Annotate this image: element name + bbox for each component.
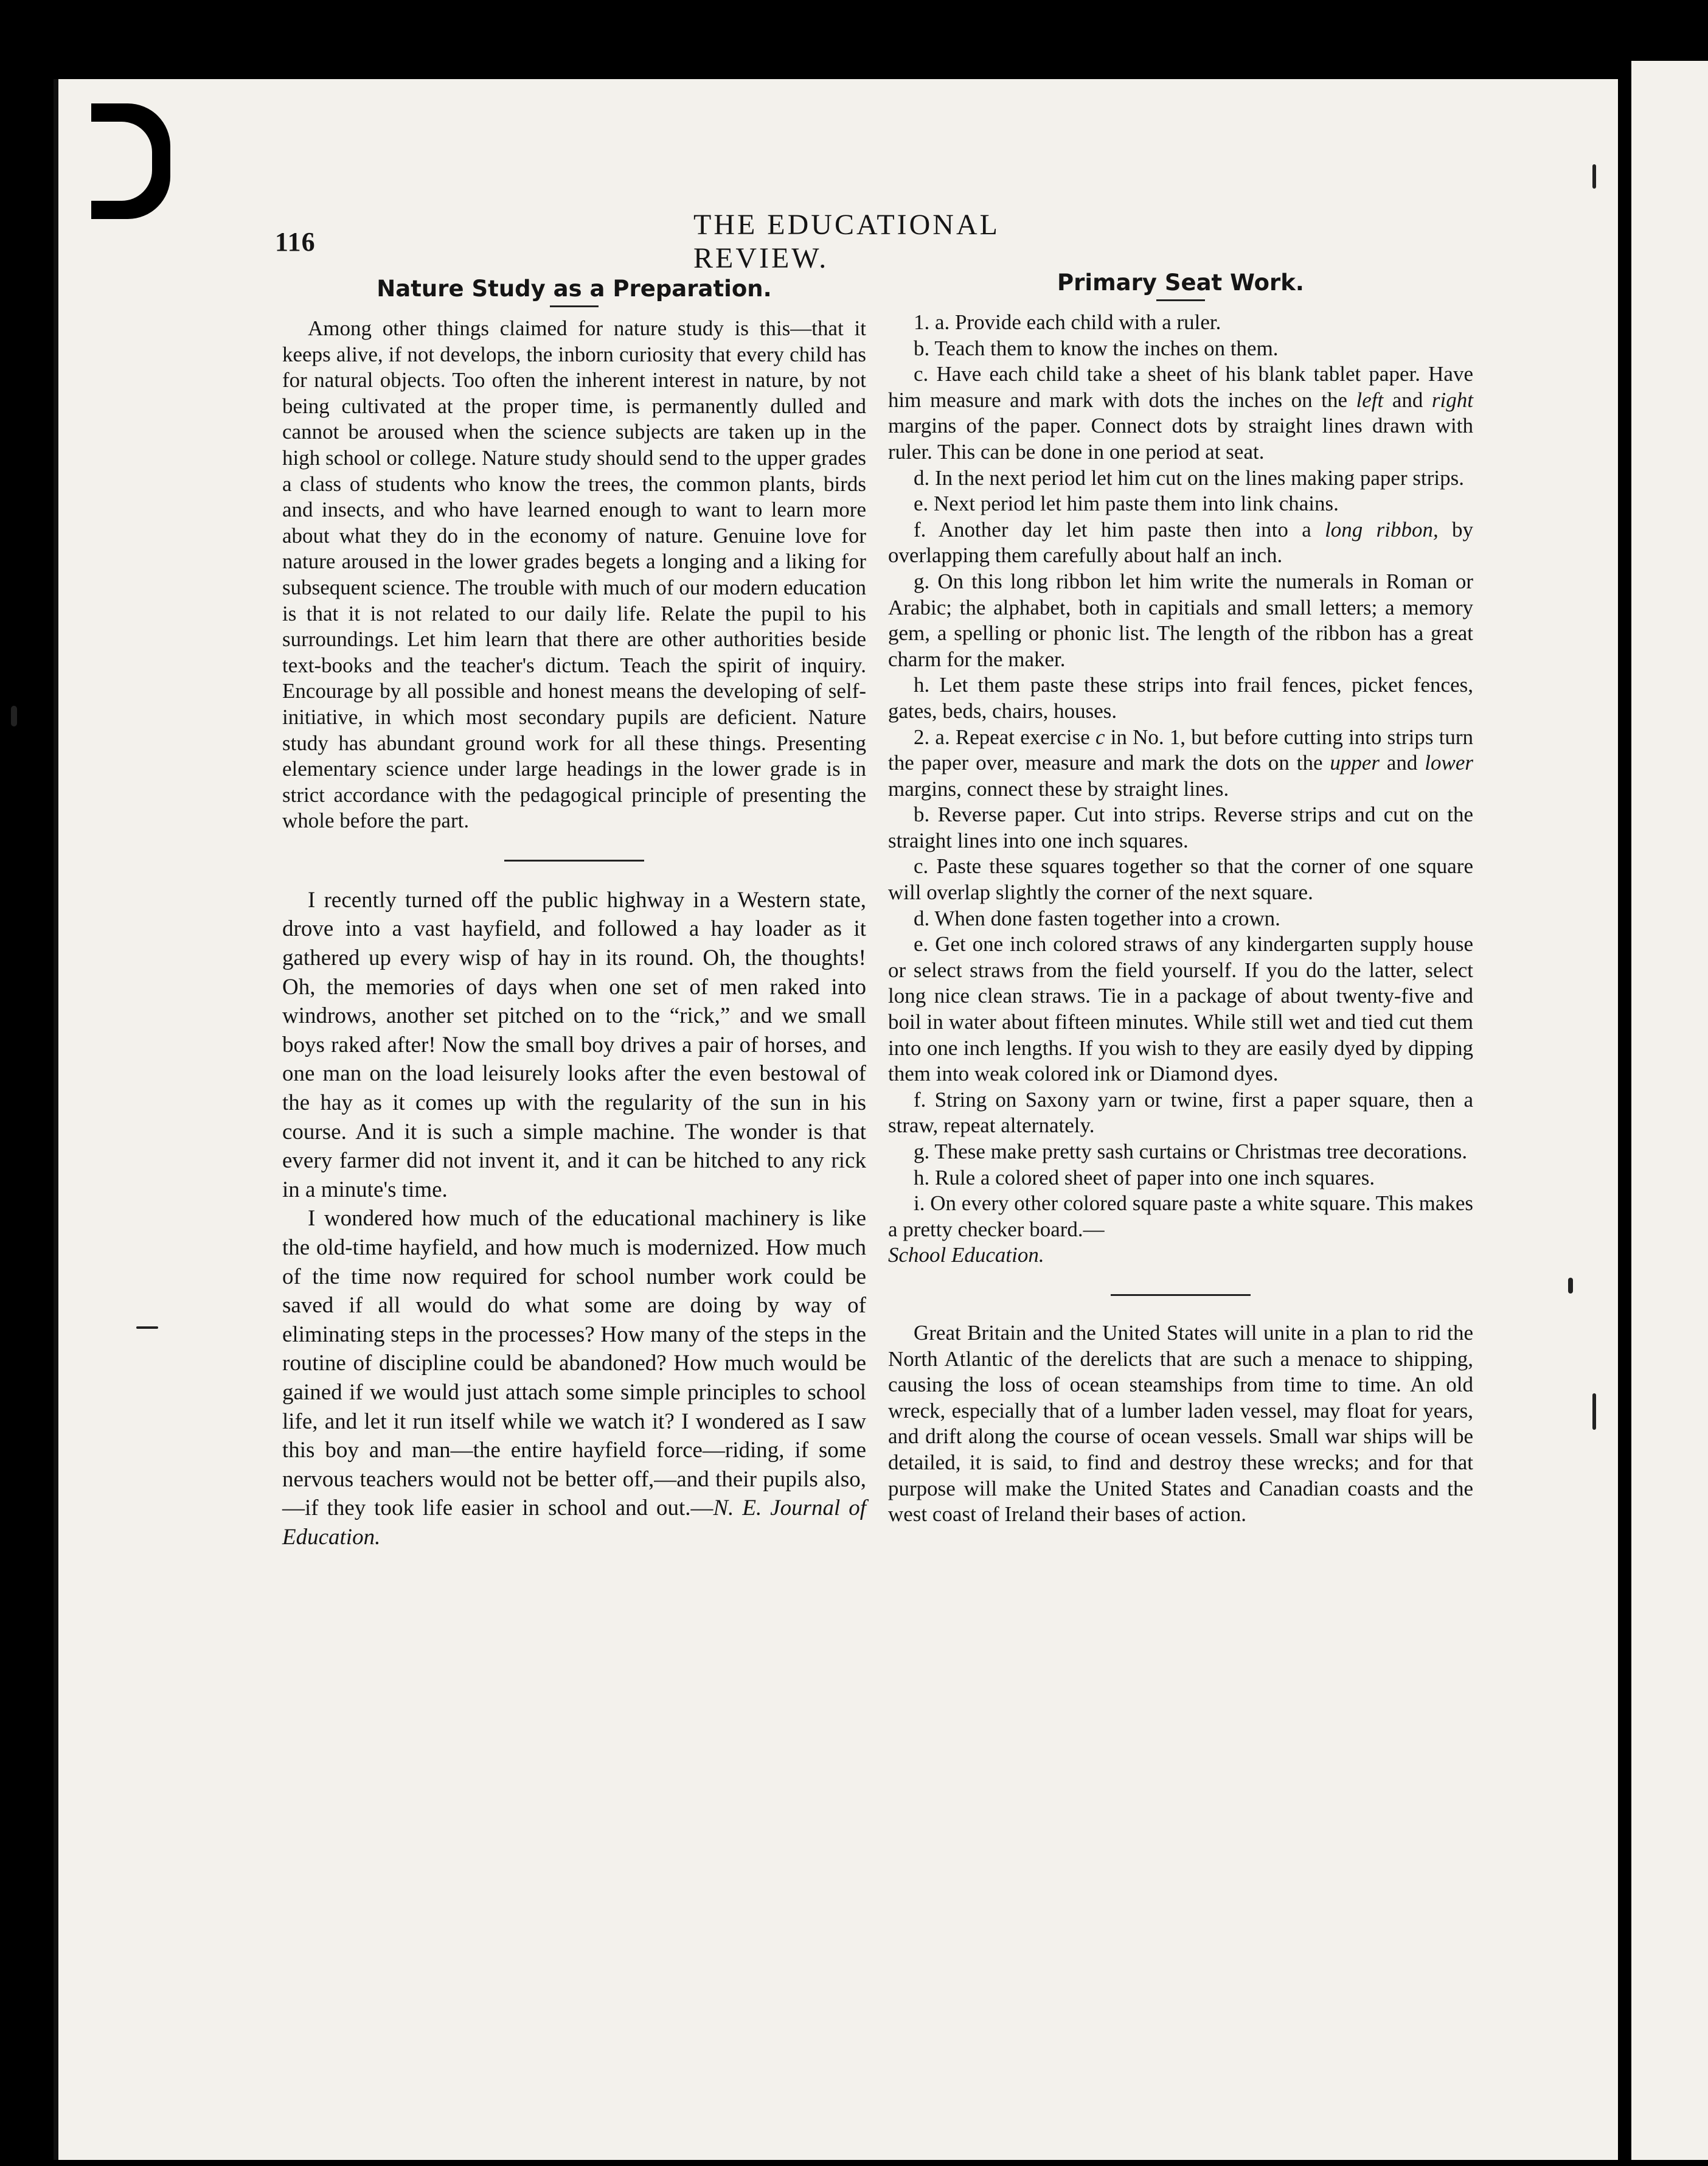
title-rule — [1156, 299, 1205, 301]
italic-term: c — [1095, 725, 1105, 749]
binder-clip-hole — [91, 122, 152, 201]
scan-speck — [1592, 164, 1596, 189]
running-head: THE EDUCATIONAL REVIEW. — [693, 209, 999, 274]
exercise-item: d. When done fasten together into a crown. — [914, 906, 1280, 930]
title-rule — [550, 305, 599, 307]
italic-term: long ribbon, — [1325, 517, 1439, 542]
item-text: and — [1380, 751, 1425, 775]
source-credit: N. E. Journal of Education. — [282, 1496, 866, 1550]
article-title-primary-seat-work: Primary Seat Work. — [1057, 270, 1304, 296]
article-paragraph: I recently turned off the public highway in a Western state, drove into a vast hayfield, and followed a hay loader as it gathered up every wisp of hay in its round. Oh, the thoughts! Oh, the memories of days when one set of men raked into windrows, another set pitched on to the “rick,” and we small boys raked after! Now the small boy drives a pair of horses, and one man on the load leisurely looks after the even bestowal of the hay as it comes up with the regularity of the sun in his course. And it is such a simple machine. The wonder is that every farmer did not invent it, and it can be hitched to any rick in a minute's time. — [282, 887, 866, 1202]
scan-speck — [136, 1326, 158, 1329]
item-text: in No. 1, but before cutting into strips turn the paper over, measure and mark the dots on the — [888, 725, 1473, 775]
exercise-item: b. Teach them to know the inches on them. — [914, 336, 1279, 360]
source-credit: School Education. — [888, 1243, 1044, 1267]
exercise-item — [888, 517, 1473, 569]
item-text: margins, connect these by straight lines. — [888, 776, 1229, 801]
facing-page-edge — [1630, 61, 1708, 2160]
italic-term: left — [1356, 388, 1384, 412]
paragraph-text: I wondered how much of the educational machinery is like the old-time hayfield, and how much is modernized. How much of the time now required for school number work could be saved if all would do what some are doing by way of eliminating steps in the processes? How many of the steps in the routine of discipline could be abandoned? How much would be gained if we would just attach some simple principles to school life, and let it run itself while we watch it? I wondered as I saw this boy and man—the entire hayfield force—riding, if some nervous teachers would not be better off,—and their pupils also,—if they took life easier in school and out.— — [282, 1206, 866, 1521]
item-text: and — [1383, 388, 1432, 412]
exercise-item: g. On this long ribbon let him write the numerals in Roman or Arabic; the alphabet, both in capitials and small letters; a memory gem, a spelling or phonic list. The length of the ribbon has a great charm for the maker. — [888, 569, 1473, 671]
exercise-item: i. On every other colored square paste a white square. This makes a pretty checker board.— — [888, 1191, 1473, 1241]
exercise-item: d. In the next period let him cut on the lines making paper strips. — [914, 465, 1464, 490]
exercise-item: e. Next period let him paste them into link chains. — [914, 492, 1339, 516]
italic-term: lower — [1425, 751, 1473, 775]
exercise-item: c. Paste these squares together so that the corner of one square will overlap slightly the corner of the next square. — [888, 854, 1473, 905]
section-divider — [1111, 1294, 1251, 1296]
article-paragraph: Among other things claimed for nature study is this—that it keeps alive, if not develops, the inborn curiosity that every child has for natural objects. Too often the inherent interest in nature, by not being cultivated at the proper time, is permanently dulled and cannot be aroused when the science subjects are taken up in the high school or college. Nature study should send to the upper grades a class of students who know the trees, the common plants, birds and insects, and who have learned enough to want to learn more about what they do in the economy of nature. Genuine love for nature aroused in the lower grades begets a longing and a liking for subsequent science. The trouble with much of our modern education is that it is not related to our daily life. Relate the pupil to his surroundings. Let him learn that there are other authorities beside text-books and the teacher's dictum. Teach the spirit of inquiry. Encourage by all possible and honest means the developing of self-initiative, in which most secondary pupils are deficient. Nature study has abundant ground work for all these things. Presenting elementary science under large headings in the lower grade is in strict accordance with the pedagogical principle of presenting the whole before the part. — [282, 316, 866, 833]
article-hayfield — [282, 886, 866, 1552]
item-text: 2. a. Repeat exercise — [914, 725, 1095, 749]
scan-speck — [1592, 1393, 1596, 1430]
article-paragraph — [282, 1204, 866, 1551]
exercise-item: b. Reverse paper. Cut into strips. Reverse strips and cut on the straight lines into one inch squares. — [888, 803, 1473, 852]
exercise-item: e. Get one inch colored straws of any kindergarten supply house or select straws from the field yourself. If you do the latter, select long nice clean straws. Tie in a package of about twenty-five and boil in water about fifteen minutes. While still wet and tied cut them into one inch lengths. If you wish to they are easily dyed by dipping them into weak colored ink or Diamond dyes. — [888, 932, 1473, 1086]
article-title-nature-study: Nature Study as a Preparation. — [377, 276, 772, 302]
source-credit-line — [888, 1242, 1473, 1269]
italic-term: right — [1431, 388, 1473, 412]
exercise-item: f. String on Saxony yarn or twine, first a paper square, then a straw, repeat alternately. — [888, 1087, 1473, 1138]
exercise-list — [888, 310, 1473, 1242]
right-column — [888, 268, 1473, 1528]
item-text: f. Another day let him paste then into a — [914, 517, 1325, 542]
exercise-item: 1. a. Provide each child with a ruler. — [914, 310, 1221, 334]
exercise-item: g. These make pretty sash curtains or Christmas tree decorations. — [914, 1140, 1468, 1163]
binding-gutter — [1618, 61, 1631, 2160]
exercise-item: h. Let them paste these strips into frail fences, picket fences, gates, beds, chairs, houses. — [888, 673, 1473, 723]
item-text: c. Have each child take a sheet of his blank tablet paper. Have him measure and mark with dots the inches on the — [888, 362, 1473, 412]
exercise-item — [888, 361, 1473, 465]
page-edge-shadow — [54, 79, 58, 2160]
exercise-item — [888, 725, 1473, 803]
scan-speck — [1568, 1278, 1573, 1294]
item-text: by overlapping them carefully about half an inch. — [888, 517, 1474, 568]
scan-speck — [11, 706, 17, 726]
article-paragraph-derelicts: Great Britain and the United States will unite in a plan to rid the North Atlantic of the derelicts that are such a menace to shipping, causing the loss of ocean steamships from time to time. An old wreck, especially that of a lumber laden vessel, may float for years, and drift along the course of ocean vessels. Small war ships will be detailed, it is said, to find and destroy these wrecks; and for that purpose will make the United States and Canadian coasts and the west coast of Ireland their bases of action. — [888, 1320, 1473, 1527]
page-number: 116 — [275, 227, 316, 257]
left-column — [282, 274, 866, 1552]
section-divider — [504, 860, 644, 862]
italic-term: upper — [1330, 751, 1380, 775]
item-text: margins of the paper. Connect dots by straight lines drawn with ruler. This can be done in one period at seat. — [888, 414, 1473, 464]
exercise-item: h. Rule a colored sheet of paper into one inch squares. — [914, 1165, 1375, 1189]
